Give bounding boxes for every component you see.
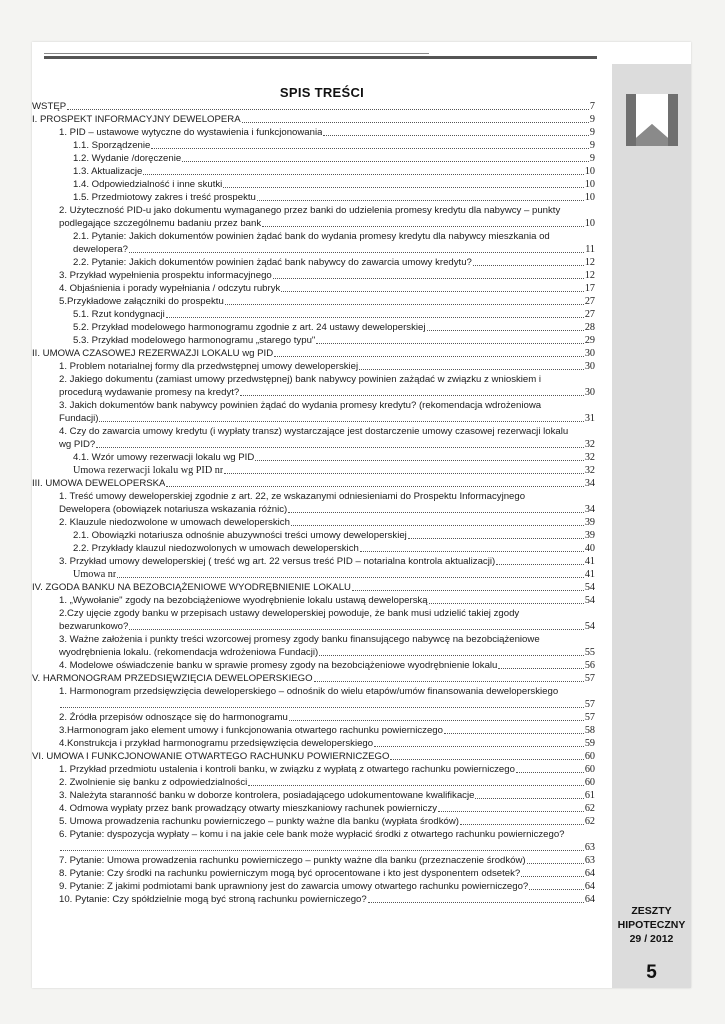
toc-entry-text: II. UMOWA CZASOWEJ REZERWAZJI LOKALU wg PID [32, 348, 274, 359]
toc-leader-dots [60, 850, 584, 851]
toc-entry-text: 4. Modelowe oświadczenie banku w sprawie promesy zgody na bezobciążeniowe wyodrębnienie lokalu [59, 660, 498, 671]
toc-entry [32, 165, 595, 178]
toc-entry-text: III. UMOWA DEWELOPERSKA [32, 478, 166, 489]
toc-entry-text: I. PROSPEKT INFORMACYJNY DEWELOPERA [32, 114, 241, 125]
toc-entry-text: 10. Pytanie: Czy spółdzielnie mogą być stroną rachunku powierniczego? [59, 894, 367, 905]
toc-leader-dots [223, 187, 583, 188]
top-rule-thin [44, 53, 429, 54]
page-title: SPIS TREŚCI [279, 85, 365, 100]
toc-entry-row [59, 763, 595, 776]
toc-entry [32, 126, 595, 139]
toc-page-number: 12 [584, 257, 595, 268]
toc-page-number: 60 [584, 764, 595, 775]
toc-entry-row [59, 815, 595, 828]
toc-entry [32, 321, 595, 334]
toc-entry [32, 568, 595, 581]
toc-leader-dots [374, 746, 584, 747]
top-rule-thick [44, 56, 597, 59]
toc-leader-dots [262, 226, 584, 227]
toc-entry-text-line1: 2.1. Pytanie: Jakich dokumentów powinien żądać bank do wydania promesy kredytu dla nabywcy mieszkania od [73, 231, 550, 242]
toc-leader-dots [225, 304, 584, 305]
toc-entry [32, 490, 595, 516]
toc-entry [32, 191, 595, 204]
toc-entry [32, 282, 595, 295]
table-of-contents [32, 100, 595, 906]
toc-page-number: 59 [584, 738, 595, 749]
journal-logo-icon [626, 94, 678, 146]
toc-entry-text-line1: 2. Użyteczność PID-u jako dokumentu wymaganego przez banki do udzielenia promesy kredytu dla nabywcy – punkty [59, 205, 561, 216]
toc-leader-dots [240, 395, 584, 396]
toc-page-number: 34 [584, 504, 595, 515]
toc-entry-row [32, 113, 595, 126]
toc-entry-text: 7. Pytanie: Umowa prowadzenia rachunku powierniczego – punkty ważne dla banku (przeznaczenie środków) [59, 855, 526, 866]
toc-entry-text: Umowa rezerwacji lokalu wg PID nr [73, 465, 224, 476]
toc-page-number: 57 [584, 712, 595, 723]
toc-entry-row [32, 750, 595, 763]
toc-page-number: 63 [584, 855, 595, 866]
toc-entry [32, 204, 595, 230]
toc-page-number: 64 [584, 881, 595, 892]
toc-leader-dots [166, 317, 584, 318]
toc-entry-text: procedurą wydawanie promesy na kredyt? [59, 387, 240, 398]
toc-leader-dots [182, 161, 589, 162]
toc-entry-text: 2. Zwolnienie się banku z odpowiedzialności [59, 777, 248, 788]
toc-leader-dots [438, 811, 584, 812]
toc-entry [32, 334, 595, 347]
page-number: 5 [646, 962, 657, 983]
toc-leader-dots [498, 668, 583, 669]
journal-badge [612, 904, 691, 946]
toc-page-number: 10 [584, 218, 595, 229]
toc-page-number: 32 [584, 452, 595, 463]
toc-page-number: 57 [584, 673, 595, 684]
toc-entry-text: 5.Przykładowe załączniki do prospektu [59, 296, 224, 307]
toc-entry-text: 5.2. Przykład modelowego harmonogramu zgodnie z art. 24 ustawy deweloperskiej [73, 322, 426, 333]
toc-entry-row [59, 412, 595, 425]
toc-entry-row [73, 568, 595, 581]
journal-issue: 29 / 2012 [629, 933, 674, 945]
toc-leader-dots [314, 681, 584, 682]
toc-entry-text: wg PID? [59, 439, 96, 450]
toc-entry-row [32, 672, 595, 685]
toc-leader-dots [521, 876, 584, 877]
toc-entry-row [59, 516, 595, 529]
toc-entry-text: 3. Przykład wypełnienia prospektu informacyjnego [59, 270, 272, 281]
toc-entry-row [59, 360, 595, 373]
toc-page-number: 32 [584, 465, 595, 476]
toc-leader-dots [473, 265, 584, 266]
toc-entry-row [73, 529, 595, 542]
toc-entry-text-line1: 1. Treść umowy deweloperskiej zgodnie z art. 22, ze wskazanymi odniesieniami do Prospektu Informacyjnego [59, 491, 526, 502]
toc-entry-row [59, 217, 595, 230]
toc-entry [32, 581, 595, 594]
toc-entry-text-line1: 4. Czy do zawarcia umowy kredytu (i wypłaty transz) wystarczające jest dostarczenie umowy czasowej rezerwacji lokalu [59, 426, 569, 437]
toc-entry [32, 516, 595, 529]
toc-entry-text: 2.1. Obowiązki notariusza odnośnie abuzywności treści umowy deweloperskiej [73, 530, 407, 541]
toc-page-number: 64 [584, 894, 595, 905]
toc-page-number: 9 [589, 140, 595, 151]
toc-entry-row [59, 893, 595, 906]
toc-entry-row [59, 854, 595, 867]
toc-entry [32, 451, 595, 464]
toc-page-number: 31 [584, 413, 595, 424]
toc-page-number: 61 [584, 790, 595, 801]
toc-page-number: 9 [589, 153, 595, 164]
toc-leader-dots [323, 135, 588, 136]
toc-entry [32, 763, 595, 776]
toc-entry [32, 633, 595, 659]
toc-entry-row [59, 802, 595, 815]
toc-entry-row [73, 243, 595, 256]
toc-page-number: 41 [584, 556, 595, 567]
toc-leader-dots [242, 122, 589, 123]
toc-entry-row [73, 165, 595, 178]
toc-entry [32, 711, 595, 724]
toc-entry-text: 1. PID – ustawowe wytyczne do wystawienia i funkcjonowania [59, 127, 323, 138]
toc-page-number: 40 [584, 543, 595, 554]
toc-page-number: 30 [584, 348, 595, 359]
journal-name-line2: HIPOTECZNY [617, 919, 686, 931]
toc-entry [32, 802, 595, 815]
toc-entry-text: 4. Odmowa wypłaty przez bank prowadzący otwarty mieszkaniowy rachunek powierniczy [59, 803, 438, 814]
toc-entry-row [73, 139, 595, 152]
toc-entry [32, 854, 595, 867]
toc-entry-row [59, 503, 595, 516]
toc-leader-dots [319, 655, 584, 656]
toc-entry [32, 828, 595, 854]
toc-entry-text: Fundacji) [59, 413, 99, 424]
toc-entry [32, 594, 595, 607]
toc-entry-row [59, 646, 595, 659]
toc-entry [32, 113, 595, 126]
toc-leader-dots [427, 330, 584, 331]
document-page [32, 42, 691, 988]
toc-leader-dots [516, 772, 584, 773]
toc-page-number: 56 [584, 660, 595, 671]
toc-leader-dots [408, 538, 584, 539]
toc-entry-row [59, 737, 595, 750]
toc-entry [32, 815, 595, 828]
toc-entry-row [73, 321, 595, 334]
toc-entry-text: Dewelopera (obowiązek notariusza wskazania różnic) [59, 504, 288, 515]
toc-entry-row [59, 776, 595, 789]
toc-entry-row [59, 594, 595, 607]
toc-entry [32, 425, 595, 451]
toc-entry-text: 1.1. Sporządzenie [73, 140, 151, 151]
toc-entry-text: 2. Źródła przepisów odnoszące się do harmonogramu [59, 712, 288, 723]
toc-entry-text: 3. Przykład umowy deweloperskiej ( treść wg art. 22 versus treść PID – notarialna kontrola aktualizacji) [59, 556, 496, 567]
toc-leader-dots [444, 733, 584, 734]
toc-entry-text: WSTĘP [32, 101, 67, 112]
toc-entry-text: 5.1. Rzut kondygnacji [73, 309, 165, 320]
toc-page-number: 54 [584, 582, 595, 593]
toc-entry-text: 1.5. Przedmiotowy zakres i treść prospektu [73, 192, 256, 203]
toc-entry [32, 542, 595, 555]
toc-entry-row [59, 555, 595, 568]
toc-entry-row [59, 269, 595, 282]
toc-entry-row [59, 789, 595, 802]
toc-entry-text: 2. Klauzule niedozwolone w umowach deweloperskich [59, 517, 290, 528]
toc-page-number: 64 [584, 868, 595, 879]
toc-entry [32, 529, 595, 542]
toc-entry-text: wyodrębnienia lokalu. (rekomendacja wdrożeniowa Fundacji) [59, 647, 319, 658]
toc-entry [32, 672, 595, 685]
toc-entry-row [59, 867, 595, 880]
toc-entry-text-line1: 3. Ważne założenia i punkty treści wzorcowej promesy zgody banku finansującego nabywcę na bezobciążeniowe [59, 634, 540, 645]
toc-page-number: 30 [584, 387, 595, 398]
toc-entry-text: Umowa nr [73, 569, 117, 580]
toc-entry [32, 256, 595, 269]
toc-leader-dots [274, 356, 584, 357]
toc-page-number: 9 [589, 114, 595, 125]
toc-entry [32, 477, 595, 490]
toc-leader-dots [117, 577, 584, 578]
toc-entry [32, 399, 595, 425]
toc-page-number: 28 [584, 322, 595, 333]
toc-leader-dots [475, 798, 583, 799]
toc-entry-text: 2.2. Przykłady klauzul niedozwolonych w umowach deweloperskich [73, 543, 359, 554]
toc-leader-dots [390, 759, 583, 760]
toc-leader-dots [257, 200, 584, 201]
toc-entry-text-line1: 3. Jakich dokumentów bank nabywcy powinien żądać do wydania promesy kredytu? (rekomendacja wdrożeniowa [59, 400, 542, 411]
toc-page-number: 9 [589, 127, 595, 138]
toc-page-number: 10 [584, 166, 595, 177]
toc-entry-row [59, 841, 595, 854]
toc-entry-row [32, 100, 595, 113]
toc-page-number: 57 [584, 699, 595, 710]
toc-leader-dots [143, 174, 583, 175]
toc-entry-text: 3.Harmonogram jako element umowy i funkcjonowania otwartego rachunku powierniczego [59, 725, 443, 736]
toc-entry [32, 308, 595, 321]
toc-entry [32, 607, 595, 633]
toc-page-number: 11 [585, 244, 595, 255]
toc-leader-dots [224, 473, 584, 474]
toc-entry [32, 347, 595, 360]
toc-leader-dots [288, 512, 584, 513]
toc-entry-text: 1.2. Wydanie /doręczenie [73, 153, 182, 164]
toc-entry-row [73, 308, 595, 321]
toc-entry-row [73, 464, 595, 477]
toc-page-number: 62 [584, 803, 595, 814]
journal-side-strip [612, 64, 691, 988]
toc-entry [32, 750, 595, 763]
toc-leader-dots [352, 590, 584, 591]
toc-entry-text: dewelopera? [73, 244, 128, 255]
toc-entry-text: 4. Objaśnienia i porady wypełniania / odczytu rubryk [59, 283, 281, 294]
toc-entry-text: 1. Przykład przedmiotu ustalenia i kontroli banku, w związku z wypłatą z otwartego rachunku powierniczego [59, 764, 515, 775]
toc-entry [32, 152, 595, 165]
toc-entry-text-line1: 6. Pytanie: dyspozycja wypłaty – komu i na jakie cele bank może wypłacić środki z otwartego rachunku powierniczego? [59, 829, 565, 840]
toc-leader-dots [151, 148, 589, 149]
toc-leader-dots [429, 603, 584, 604]
toc-page-number: 30 [584, 361, 595, 372]
toc-page-number: 10 [584, 192, 595, 203]
toc-leader-dots [96, 447, 584, 448]
toc-entry-row [59, 386, 595, 399]
toc-entry-row [59, 620, 595, 633]
toc-entry [32, 555, 595, 568]
toc-page-number: 39 [584, 517, 595, 528]
toc-leader-dots [316, 343, 584, 344]
toc-entry-row [59, 282, 595, 295]
toc-page-number: 27 [584, 296, 595, 307]
toc-entry-row [59, 698, 595, 711]
toc-entry [32, 724, 595, 737]
toc-entry-text: 1.4. Odpowiedzialność i inne skutki [73, 179, 223, 190]
toc-entry [32, 464, 595, 477]
toc-entry-text: 4.Konstrukcja i przykład harmonogramu przedsięwzięcia deweloperskiego [59, 738, 374, 749]
toc-leader-dots [529, 889, 584, 890]
toc-page-number: 41 [584, 569, 595, 580]
toc-entry-text-line1: 2. Jakiego dokumentu (zamiast umowy przedwstępnej) bank nabywcy powinien zażądać w związku z wnioskiem i [59, 374, 542, 385]
toc-entry-row [59, 659, 595, 672]
toc-entry [32, 685, 595, 711]
toc-entry-row [32, 581, 595, 594]
toc-entry-row [73, 334, 595, 347]
toc-entry [32, 737, 595, 750]
toc-entry-row [59, 880, 595, 893]
toc-entry [32, 269, 595, 282]
toc-page-number: 39 [584, 530, 595, 541]
toc-entry [32, 100, 595, 113]
toc-page-number: 12 [584, 270, 595, 281]
toc-entry [32, 789, 595, 802]
toc-entry [32, 373, 595, 399]
toc-page-number: 54 [584, 621, 595, 632]
toc-entry-row [59, 126, 595, 139]
toc-entry-row [59, 711, 595, 724]
toc-entry-row [32, 477, 595, 490]
toc-leader-dots [166, 486, 583, 487]
toc-entry-text: 9. Pytanie: Z jakimi podmiotami bank uprawniony jest do zawarcia umowy otwartego rachunku powierniczego? [59, 881, 529, 892]
toc-leader-dots [129, 629, 583, 630]
toc-entry [32, 776, 595, 789]
toc-entry [32, 893, 595, 906]
toc-leader-dots [360, 551, 584, 552]
journal-name-line1: ZESZTY [631, 905, 672, 917]
toc-page-number: 60 [584, 751, 595, 762]
toc-entry-text: podlegające szczególnemu badaniu przez bank [59, 218, 262, 229]
toc-entry [32, 230, 595, 256]
toc-leader-dots [248, 785, 584, 786]
toc-entry-text: 3. Należyta staranność banku w doborze kontrolera, posiadającego udokumentowane kwalifikacje [59, 790, 475, 801]
toc-entry-text: V. HARMONOGRAM PRZEDSIĘWZIĘCIA DEWELOPERSKIEGO [32, 673, 313, 684]
toc-leader-dots [273, 278, 584, 279]
toc-entry-text: 1. „Wywołanie" zgody na bezobciążeniowe wyodrębnienie lokalu ustawą deweloperską [59, 595, 428, 606]
toc-entry-row [73, 256, 595, 269]
toc-entry-row [59, 724, 595, 737]
toc-entry [32, 880, 595, 893]
toc-page-number: 17 [584, 283, 595, 294]
toc-page-number: 60 [584, 777, 595, 788]
toc-entry-row [73, 451, 595, 464]
toc-page-number: 7 [589, 101, 595, 112]
toc-leader-dots [281, 291, 584, 292]
toc-leader-dots [291, 525, 584, 526]
toc-page-number: 63 [584, 842, 595, 853]
toc-leader-dots [496, 564, 584, 565]
toc-entry [32, 659, 595, 672]
toc-page-number: 55 [584, 647, 595, 658]
toc-leader-dots [368, 902, 584, 903]
toc-entry-text: 4.1. Wzór umowy rezerwacji lokalu wg PID [73, 452, 255, 463]
toc-entry-text: IV. ZGODA BANKU NA BEZOBCIĄŻENIOWE WYODRĘBNIENIE LOKALU [32, 582, 351, 593]
toc-page-number: 10 [584, 179, 595, 190]
toc-entry-text: 1.3. Aktualizacje [73, 166, 143, 177]
toc-page-number: 27 [584, 309, 595, 320]
toc-entry-text-line1: 1. Harmonogram przedsięwzięcia deweloperskiego – odnośnik do wielu etapów/umów finansowania deweloperskiego [59, 686, 559, 697]
toc-entry-text: 5.3. Przykład modelowego harmonogramu „starego typu" [73, 335, 316, 346]
toc-page-number: 62 [584, 816, 595, 827]
toc-entry [32, 295, 595, 308]
toc-entry-text: VI. UMOWA I FUNKCJONOWANIE OTWARTEGO RACHUNKU POWIERNICZEGO [32, 751, 390, 762]
toc-page-number: 32 [584, 439, 595, 450]
toc-entry-row [59, 295, 595, 308]
toc-entry [32, 178, 595, 191]
toc-page-number: 54 [584, 595, 595, 606]
toc-entry-text: 1. Problem notarialnej formy dla przedwstępnej umowy deweloperskiej [59, 361, 359, 372]
toc-page-number: 34 [584, 478, 595, 489]
toc-entry-text: bezwarunkowo? [59, 621, 129, 632]
toc-entry-text-line1: 2.Czy ujęcie zgody banku w przepisach ustawy deweloperskiej powoduje, że bank musi udzielić takiej zgody [59, 608, 520, 619]
toc-entry-text: 2.2. Pytanie: Jakich dokumentów powinien żądać bank nabywcy do zawarcia umowy kredytu? [73, 257, 472, 268]
toc-leader-dots [129, 252, 584, 253]
toc-leader-dots [255, 460, 584, 461]
toc-page-number: 58 [584, 725, 595, 736]
toc-entry-text: 5. Umowa prowadzenia rachunku powierniczego – punkty ważne dla banku (wypłata środków) [59, 816, 459, 827]
toc-entry-row [73, 152, 595, 165]
toc-entry-text: 8. Pytanie: Czy środki na rachunku powierniczym mogą być oprocentowane i kto jest dysponentem odsetek? [59, 868, 521, 879]
toc-entry-row [32, 347, 595, 360]
toc-leader-dots [527, 863, 584, 864]
toc-entry-row [73, 178, 595, 191]
toc-leader-dots [99, 421, 583, 422]
toc-leader-dots [359, 369, 584, 370]
toc-leader-dots [67, 109, 589, 110]
toc-entry [32, 360, 595, 373]
toc-leader-dots [289, 720, 584, 721]
toc-entry-row [73, 191, 595, 204]
toc-entry [32, 867, 595, 880]
toc-leader-dots [60, 707, 584, 708]
toc-entry-row [73, 542, 595, 555]
toc-leader-dots [460, 824, 584, 825]
toc-page-number: 29 [584, 335, 595, 346]
toc-entry-row [59, 438, 595, 451]
toc-entry [32, 139, 595, 152]
